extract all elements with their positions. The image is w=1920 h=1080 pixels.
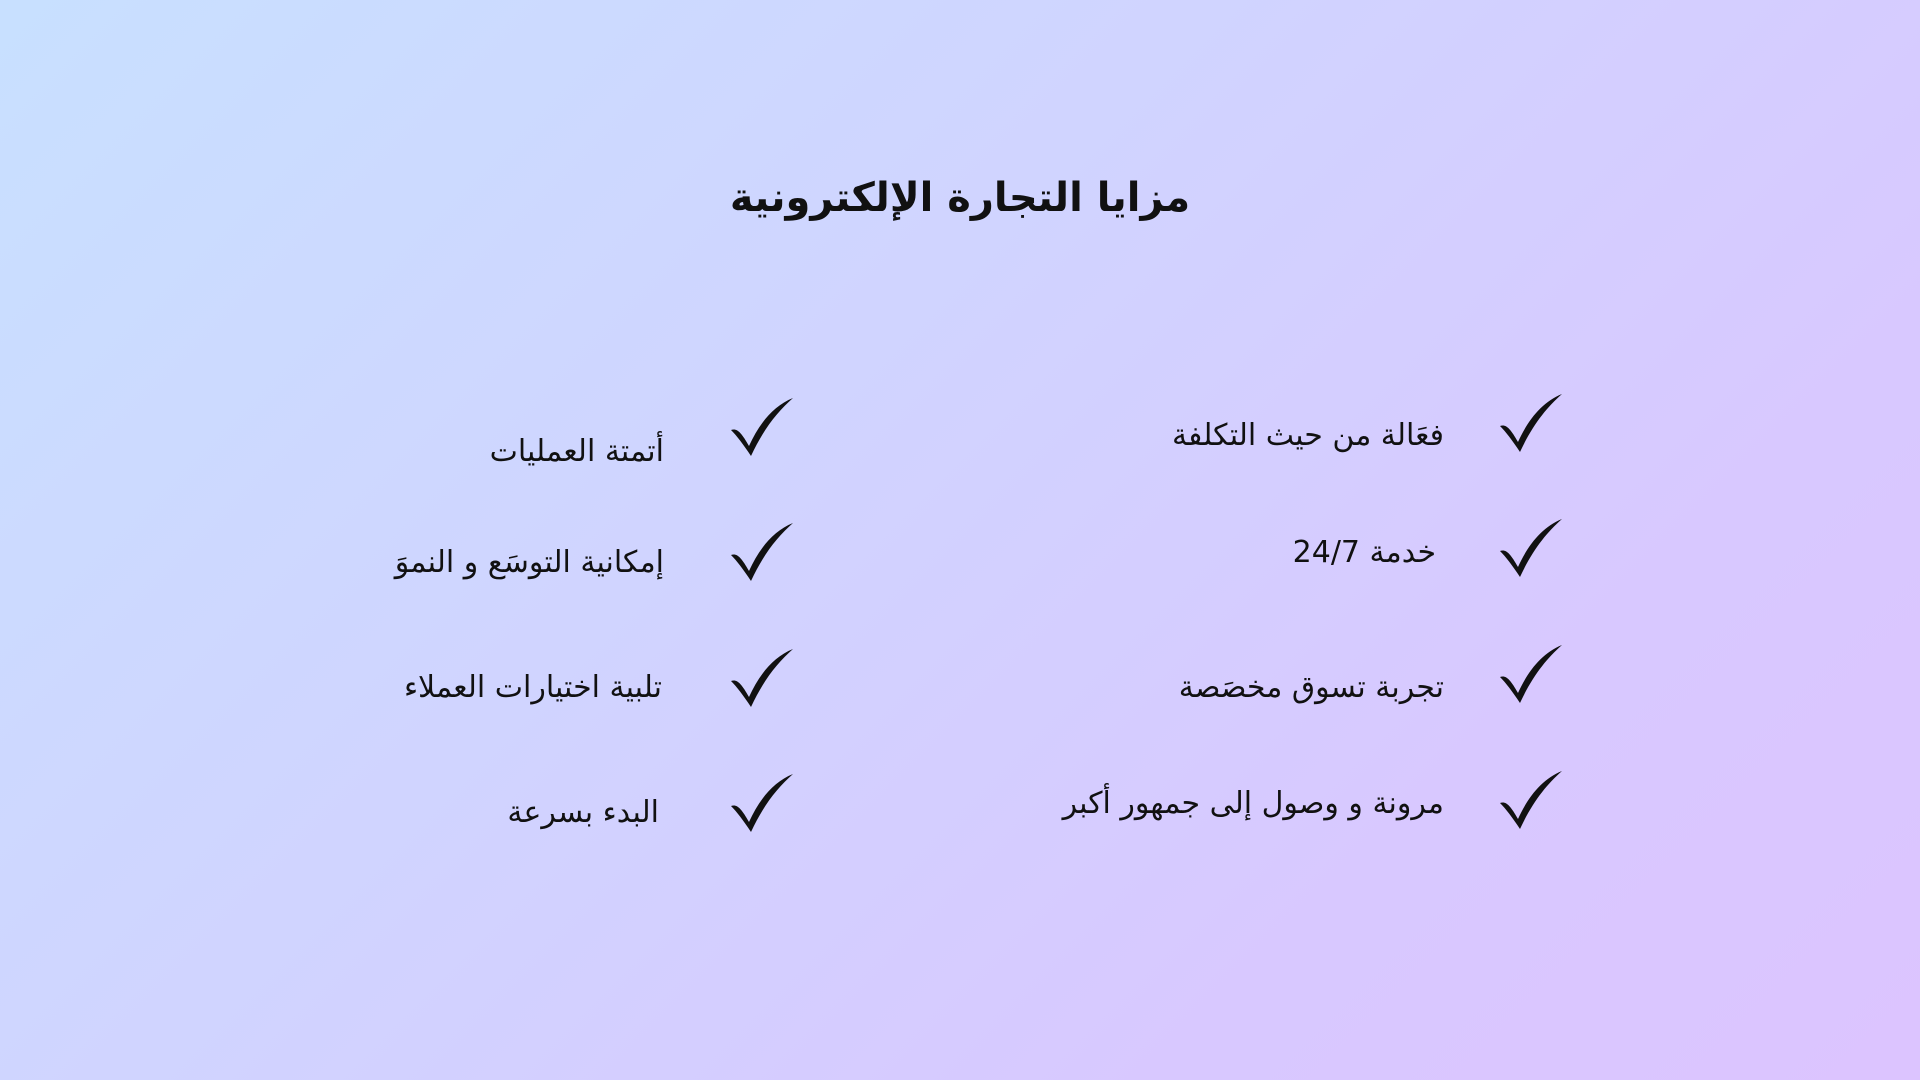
checkmark-icon	[729, 396, 795, 458]
advantage-item: تجربة تسوق مخصَصة	[1178, 670, 1444, 705]
checkmark-icon	[1498, 769, 1564, 831]
checkmark-icon	[1498, 643, 1564, 705]
checkmark-icon	[1498, 517, 1564, 579]
advantage-item: خدمة 24/7	[1292, 535, 1436, 570]
slide-title: مزايا التجارة الإلكترونية	[729, 175, 1191, 221]
advantage-item: البدء بسرعة	[507, 795, 659, 830]
advantage-item: تلبية اختيارات العملاء	[403, 670, 662, 705]
checkmark-icon	[729, 647, 795, 709]
advantage-item: فعَالة من حيث التكلفة	[1171, 418, 1444, 453]
advantage-item: مرونة و وصول إلى جمهور أكبر	[1062, 786, 1444, 821]
checkmark-icon	[729, 521, 795, 583]
advantage-item: أتمتة العمليات	[489, 434, 664, 469]
checkmark-icon	[1498, 392, 1564, 454]
checkmark-icon	[729, 772, 795, 834]
advantage-item: إمكانية التوسَع و النموَ	[394, 545, 664, 580]
